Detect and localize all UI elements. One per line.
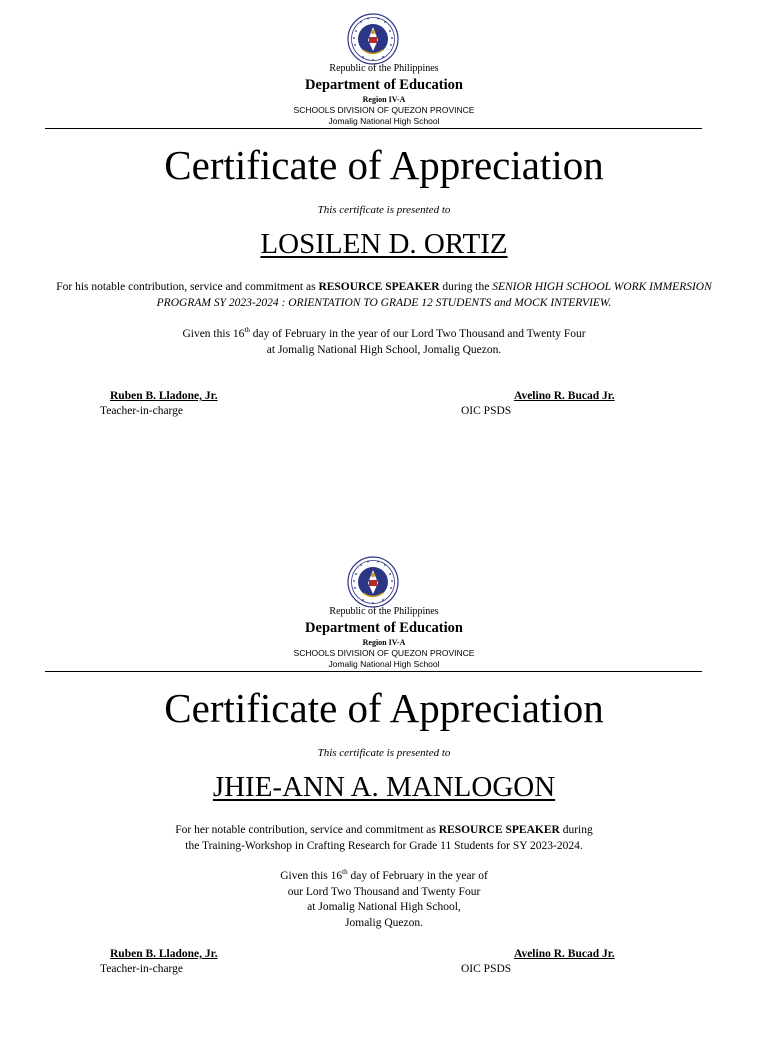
header-republic: Republic of the Philippines (329, 63, 439, 74)
program-end: MOCK INTERVIEW. (514, 296, 612, 309)
header-department: Department of Education (305, 77, 463, 93)
signatory-name: Avelino R. Bucad Jr. (514, 948, 615, 960)
given-line (40, 327, 728, 343)
location-line: at Jomalig National High School, Jomalig Quezon. (266, 343, 502, 356)
given-prefix: Given this 16 (280, 870, 343, 882)
given-suffix: day of February in the year of (350, 870, 488, 882)
header-region: Region IV-A (362, 638, 406, 647)
during-text: during (562, 824, 593, 836)
signatory-role: OIC PSDS (461, 963, 512, 975)
signatory-name: Ruben B. Lladone, Jr. (110, 390, 218, 402)
header-school: Jomalig National High School (328, 116, 440, 126)
header-division: SCHOOLS DIVISION OF QUEZON PROVINCE (293, 105, 475, 115)
location-line: at Jomalig National High School, (307, 901, 461, 913)
program-text: the Training-Workshop in Crafting Research for Grade 11 Students for SY 2023-2024. (185, 839, 583, 852)
during-text: during the (442, 281, 490, 293)
header-department: Department of Education (305, 620, 463, 636)
given-line-2: our Lord Two Thousand and Twenty Four (287, 885, 481, 898)
location-line-2: Jomalig Quezon. (345, 916, 423, 929)
given-prefix: Given this 16 (182, 328, 245, 340)
certificate-2 (0, 543, 768, 1063)
contribution-prefix: For his notable contribution, service and commitment as (56, 281, 316, 293)
program-and: and (494, 296, 512, 309)
signatory-role: Teacher-in-charge (100, 405, 184, 417)
given-sup: th (244, 326, 250, 335)
presented-to-text: This certificate is presented to (317, 204, 451, 216)
header-school: Jomalig National High School (328, 659, 440, 669)
given-line (40, 869, 728, 885)
header-region: Region IV-A (362, 95, 406, 104)
recipient-name-text: JHIE-ANN A. MANLOGON (212, 771, 556, 803)
contribution-paragraph (40, 280, 728, 311)
role-text: RESOURCE SPEAKER (318, 281, 440, 293)
signatory-role: OIC PSDS (461, 405, 512, 417)
certificate-1 (0, 0, 768, 520)
header-divider (45, 128, 702, 129)
signatory-name: Ruben B. Lladone, Jr. (110, 948, 218, 960)
given-paragraph (40, 869, 728, 931)
signatory-role: Teacher-in-charge (100, 963, 184, 975)
certificate-title: Certificate of Appreciation (164, 142, 604, 188)
role-text: RESOURCE SPEAKER (438, 824, 560, 836)
deped-seal-icon (347, 556, 399, 608)
header-republic: Republic of the Philippines (329, 606, 439, 617)
header-division: SCHOOLS DIVISION OF QUEZON PROVINCE (293, 648, 475, 658)
program-text: SENIOR HIGH SCHOOL WORK IMMERSION PROGRAM SY 2023-2024 : ORIENTATION TO GRADE 12 STUDENTS (156, 281, 712, 309)
header-divider (45, 671, 702, 672)
contribution-prefix: For her notable contribution, service and commitment as (175, 824, 436, 836)
contribution-paragraph (40, 823, 728, 854)
given-suffix: day of February in the year of our Lord Two Thousand and Twenty Four (252, 328, 586, 340)
recipient-name-text: LOSILEN D. ORTIZ (260, 228, 508, 260)
recipient-name (0, 773, 768, 802)
given-sup: th (342, 868, 348, 877)
given-paragraph (40, 327, 728, 358)
recipient-name (0, 230, 768, 259)
certificate-title: Certificate of Appreciation (164, 685, 604, 731)
deped-seal-icon (347, 13, 399, 65)
signatory-name: Avelino R. Bucad Jr. (514, 390, 615, 402)
presented-to-text: This certificate is presented to (317, 747, 451, 759)
